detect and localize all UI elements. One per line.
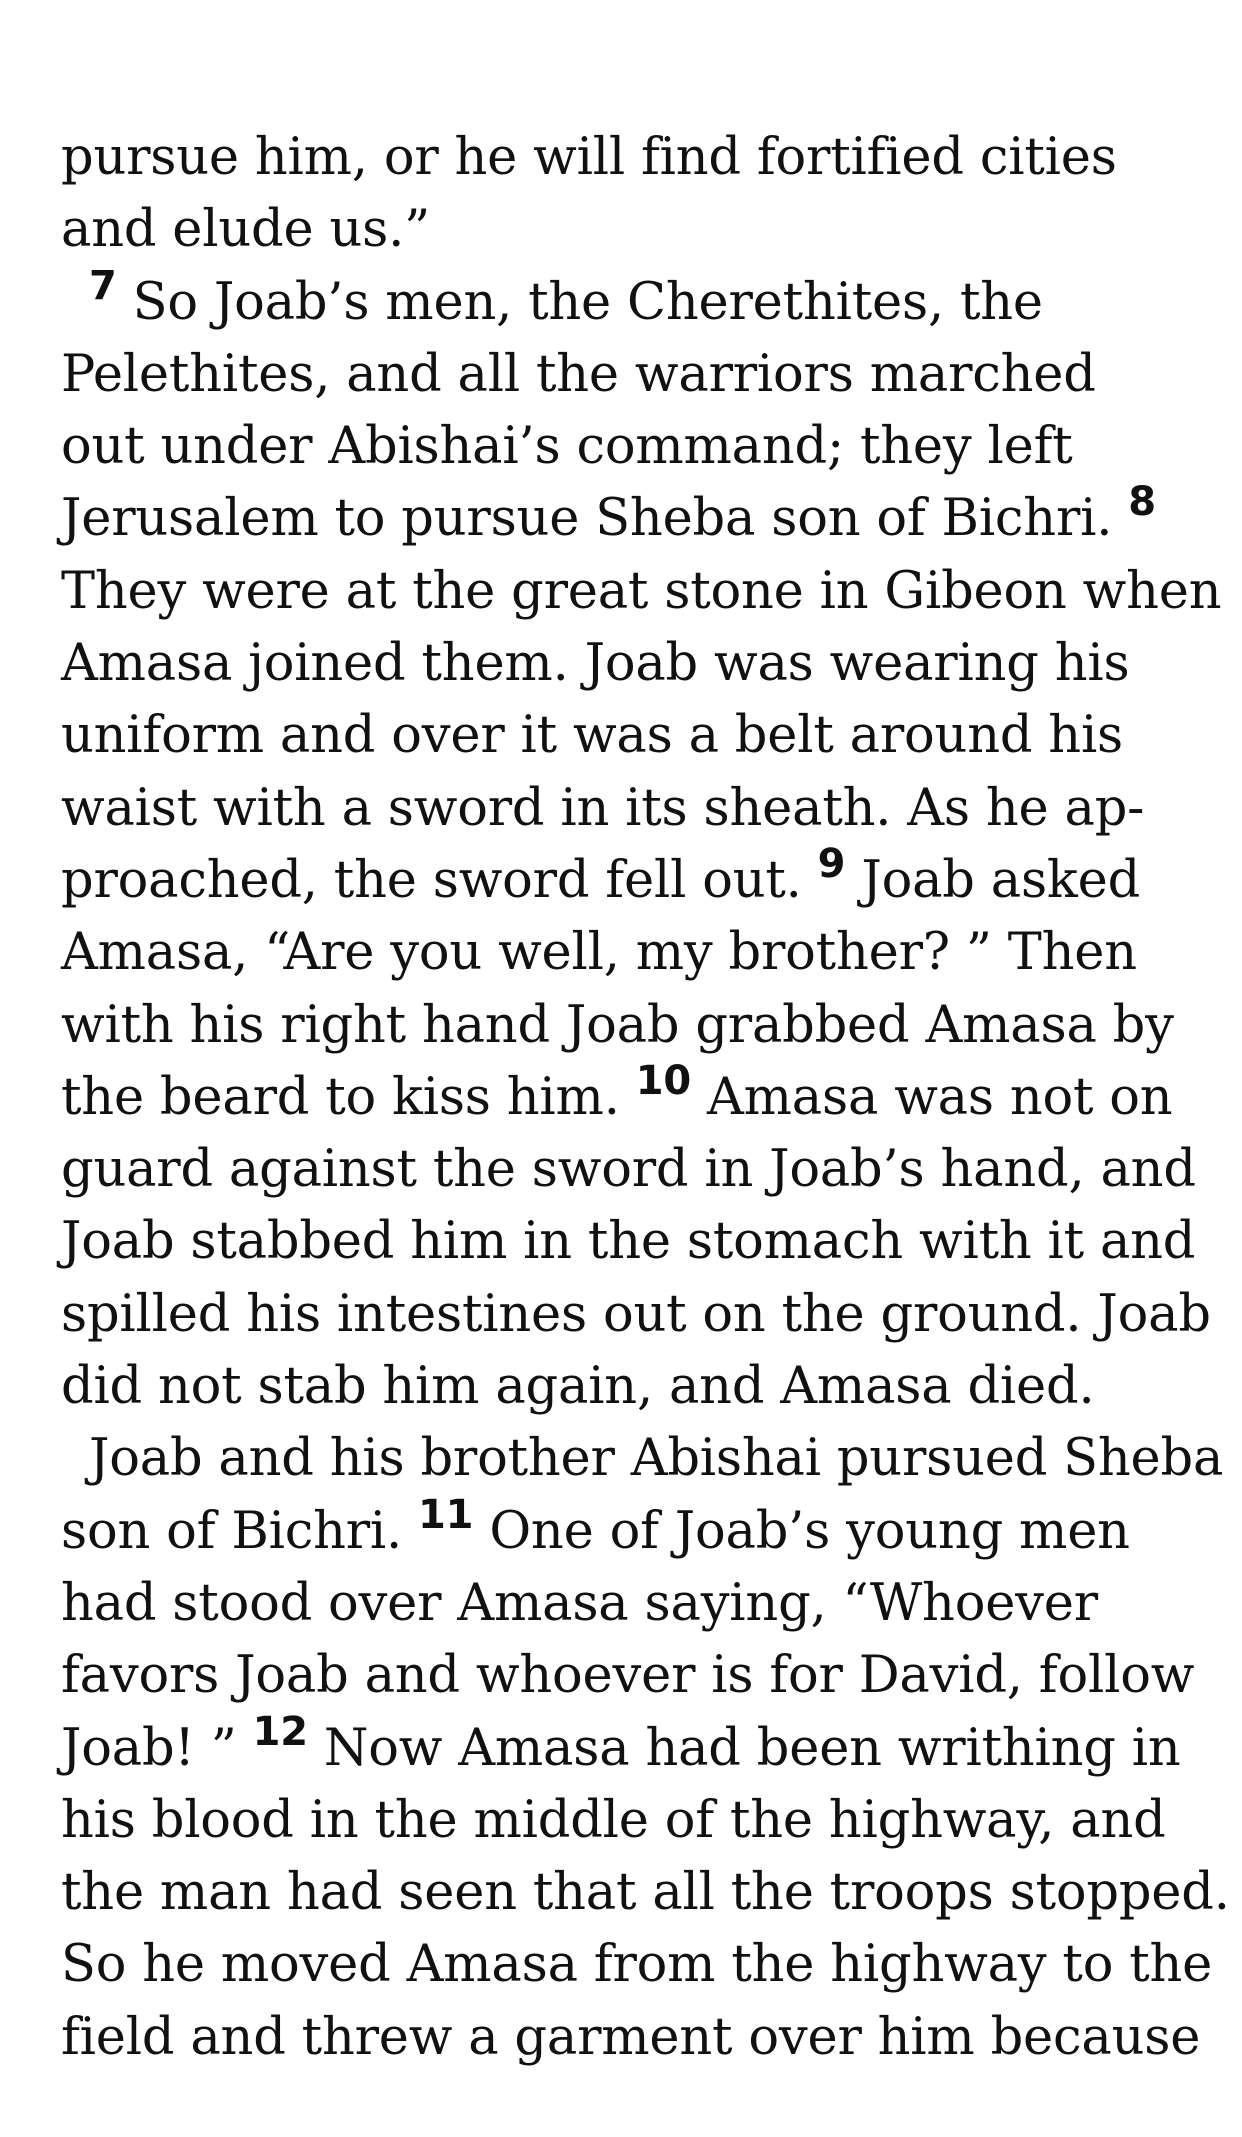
text-line: Joab and his brother Abishai pursued Sheba <box>89 1429 1224 1489</box>
text-line: guard against the sword in Joab’s hand, and <box>61 1140 1196 1200</box>
text-line: Amasa joined them. Joab was wearing his <box>61 634 1130 694</box>
text-line <box>61 1057 1211 1134</box>
verse-text: proached, the sword fell out. <box>61 850 818 910</box>
verse-text: So Joab’s men, the Cherethites, the <box>116 272 1043 332</box>
text-line: Amasa, “Are you well, my brother? ” Then <box>61 923 1137 983</box>
text-line: Joab stabbed him in the stomach with it and <box>61 1212 1196 1272</box>
text-line <box>61 479 1211 555</box>
text-line: did not stab him again, and Amasa died. <box>61 1357 1095 1417</box>
text-line: the man had seen that all the troops stopped. <box>61 1863 1230 1923</box>
text-line: field and threw a garment over him because <box>61 2007 1201 2067</box>
text-line <box>61 262 1211 339</box>
text-line <box>61 840 1211 917</box>
verse-text: Jerusalem to pursue Sheba son of Bichri. <box>61 489 1129 549</box>
verse-text: son of Bichri. <box>61 1501 419 1561</box>
text-line: spilled his intestines out on the ground. Joab <box>61 1284 1211 1344</box>
text-line: favors Joab and whoever is for David, follow <box>61 1646 1195 1706</box>
text-line: pursue him, or he will find fortified cities <box>61 128 1117 187</box>
verse-text: Joab asked <box>845 850 1141 910</box>
verse-text: Now Amasa had been writhing in <box>307 1718 1181 1778</box>
text-line: and elude us.” <box>61 200 430 260</box>
text-line: his blood in the middle of the highway, and <box>61 1790 1166 1850</box>
verse-number: 11 <box>418 1491 474 1538</box>
verse-text: One of Joab’s young men <box>473 1501 1130 1561</box>
text-line <box>61 1491 1211 1568</box>
text-line: waist with a sword in its sheath. As he ap- <box>61 778 1145 838</box>
verse-text: Joab! ” <box>61 1718 253 1778</box>
verse-number: 7 <box>89 262 117 309</box>
text-line: had stood over Amasa saying, “Whoever <box>61 1573 1098 1633</box>
verse-number: 9 <box>817 840 846 887</box>
text-line: So he moved Amasa from the highway to the <box>61 1935 1213 1995</box>
text-line: They were at the great stone in Gibeon when <box>61 561 1222 621</box>
text-line: out under Abishai’s command; they left <box>61 417 1073 477</box>
verse-text: the beard to kiss him. <box>61 1067 636 1127</box>
text-line <box>61 1708 1211 1785</box>
reading-page <box>61 122 1230 2074</box>
text-line: Pelethites, and all the warriors marched <box>61 344 1096 404</box>
verse-number: 10 <box>635 1057 691 1104</box>
verse-number: 12 <box>252 1708 308 1755</box>
verse-text: Amasa was not on <box>691 1067 1173 1127</box>
verse-number: 8 <box>1128 479 1156 526</box>
text-line: with his right hand Joab grabbed Amasa by <box>61 995 1174 1055</box>
text-line: uniform and over it was a belt around his <box>61 706 1124 766</box>
